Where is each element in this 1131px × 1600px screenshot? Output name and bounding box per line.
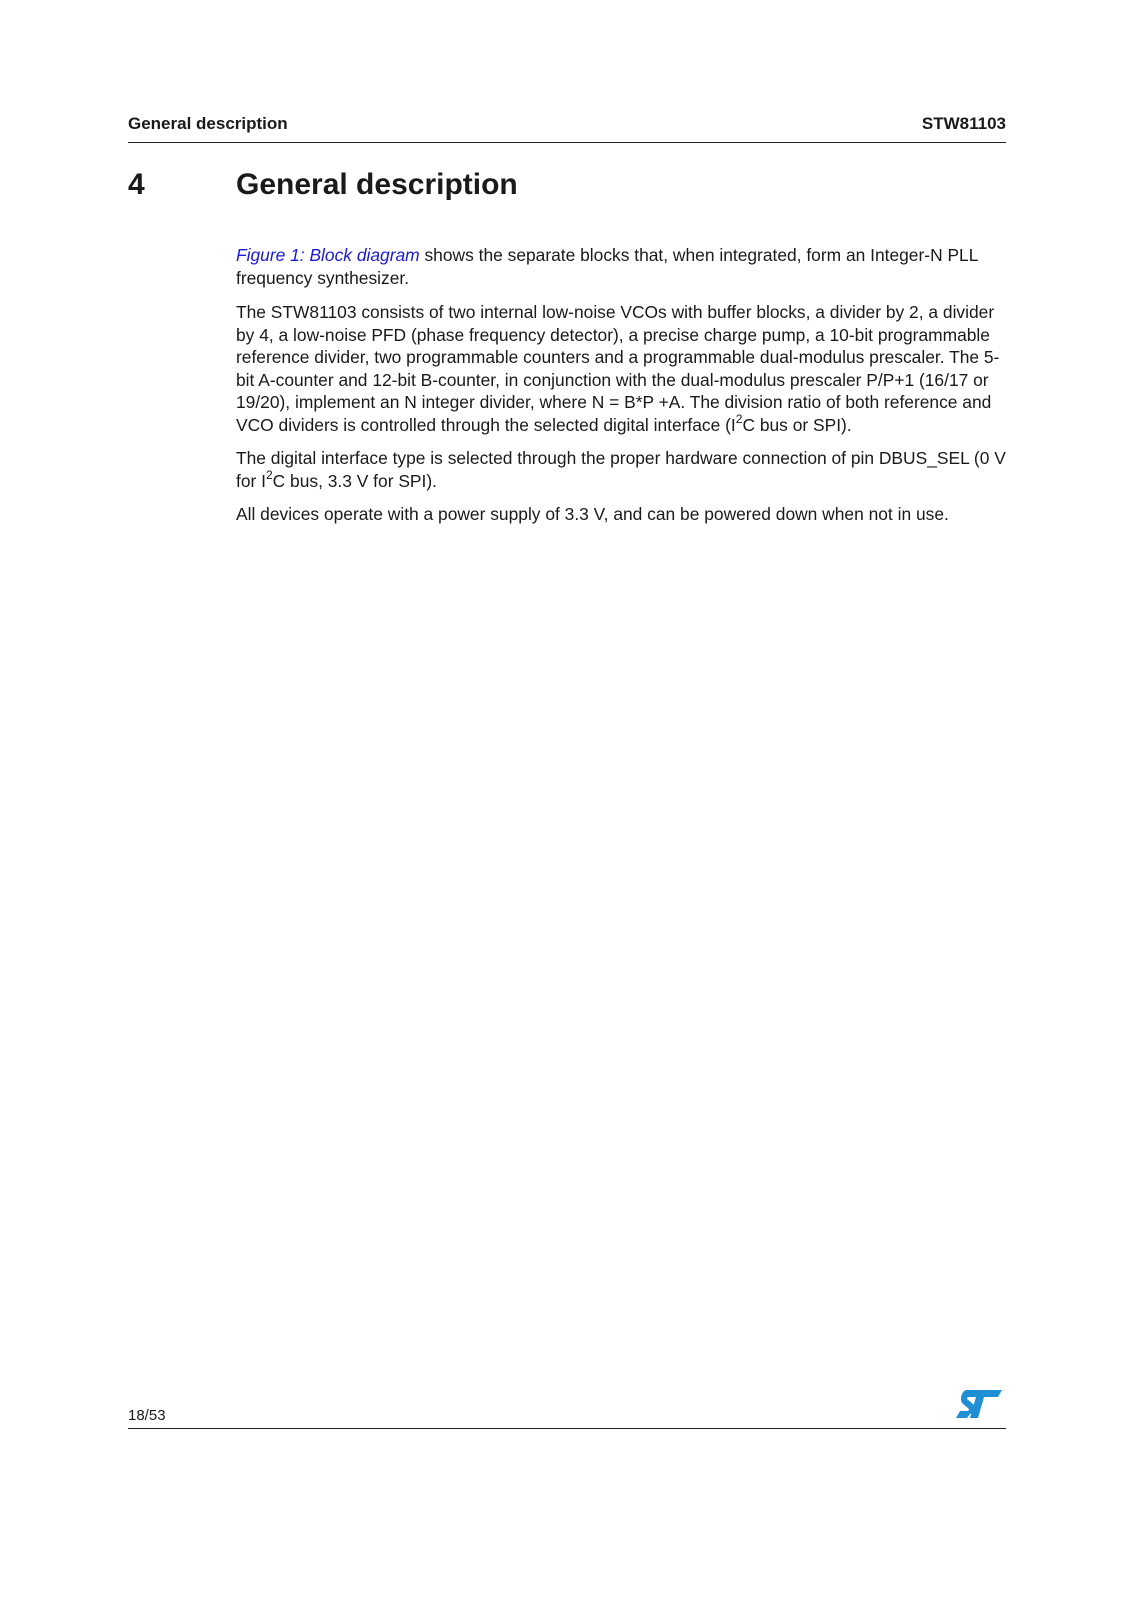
paragraph-3-text-b: C bus, 3.3 V for SPI). xyxy=(272,470,437,491)
page-header xyxy=(128,112,1006,143)
section-heading xyxy=(128,168,518,202)
section-title: General description xyxy=(236,168,518,201)
page-footer xyxy=(128,1388,1006,1429)
paragraph-1 xyxy=(236,244,1012,289)
body-text xyxy=(236,244,1012,537)
paragraph-1-text: shows the separate blocks that, when integrated, form an Integer-N PLL frequency synthesizer. xyxy=(236,245,978,288)
paragraph-3 xyxy=(236,447,1012,492)
header-section-title: General description xyxy=(128,114,288,133)
page-number: 18/53 xyxy=(128,1407,166,1424)
figure-link[interactable]: Figure 1: Block diagram xyxy=(236,245,420,265)
paragraph-2 xyxy=(236,301,1012,436)
paragraph-4: All devices operate with a power supply of 3.3 V, and can be powered down when not in use. xyxy=(236,504,949,524)
superscript: 2 xyxy=(735,411,743,426)
section-number: 4 xyxy=(128,168,145,201)
superscript: 2 xyxy=(265,467,273,482)
header-part-number: STW81103 xyxy=(921,114,1006,133)
paragraph-2-text-a: The STW81103 consists of two internal low-noise VCOs with buffer blocks, a divider by 2, a divider by 4, a low-noise PFD (phase frequency detector), a precise charge pump, a 10-bit programmable reference divider, two programmable counters and a programmable dual-modulus prescaler. The 5-bit A-counter and 12-bit B-counter, in conjunction with the dual-modulus prescaler P/P+1 (16/17 or 19/20), implement an N integer divider, where N = B*P +A. The division ratio of both reference and VCO dividers is controlled through the selected digital interface (I xyxy=(236,302,1000,435)
st-logo-icon xyxy=(954,1388,1004,1420)
paragraph-2-text-b: C bus or SPI). xyxy=(742,414,852,435)
paragraph-3-text-a: The digital interface type is selected through the proper hardware connection of pin DBUS_SEL (0 V for I xyxy=(236,448,1006,491)
